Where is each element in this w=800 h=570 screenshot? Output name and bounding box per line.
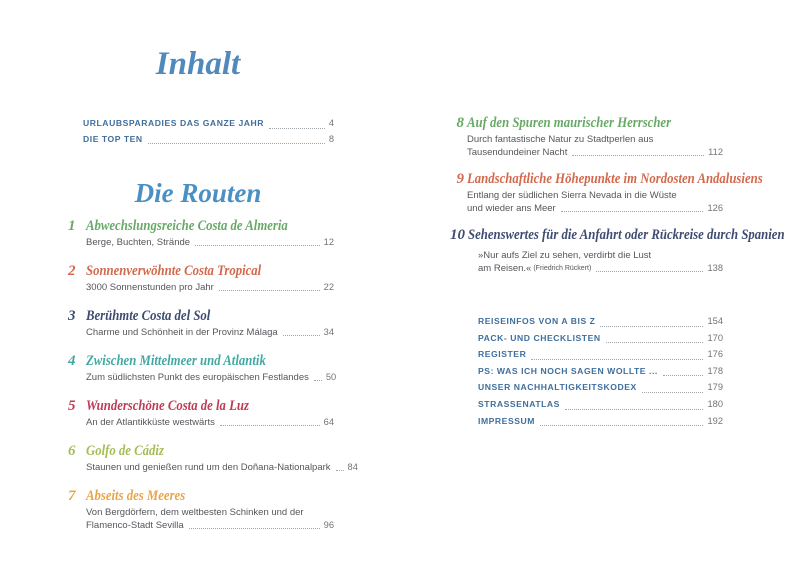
toc-row (478, 330, 723, 347)
route-subtitle-row (86, 281, 334, 294)
route-page-number: 138 (707, 263, 723, 273)
leader-dots (148, 143, 325, 144)
route-subtitle-row (86, 461, 358, 474)
toc-label: IMPRESSUM (478, 415, 535, 426)
route-item (450, 115, 723, 159)
leader-dots (283, 335, 320, 336)
leader-dots (596, 271, 703, 272)
toc-label: REGISTER (478, 349, 527, 360)
toc-label: STRASSENATLAS (478, 398, 560, 409)
route-number: 6 (68, 443, 76, 459)
route-number: 7 (68, 488, 76, 504)
leader-dots (195, 245, 320, 246)
toc-page-number: 8 (328, 133, 334, 144)
route-item (62, 443, 358, 474)
leader-dots (531, 359, 703, 360)
route-title: Abwechslungsreiche Costa de Almeria (86, 218, 288, 234)
route-item (62, 218, 334, 249)
left-page-column (62, 0, 358, 546)
route-subtitle-row (467, 146, 723, 159)
route-quote: am Reisen.« (478, 263, 532, 274)
leader-dots (189, 528, 320, 529)
route-item (62, 308, 334, 339)
route-item (62, 263, 334, 294)
route-item (450, 171, 763, 215)
quote-attribution: (Friedrich Rückert) (533, 265, 592, 272)
routes-heading: Die Routen (134, 178, 262, 208)
toc-label: PS: WAS ICH NOCH SAGEN WOLLTE ... (478, 365, 658, 376)
toc-label: REISEINFOS VON A BIS Z (478, 316, 596, 326)
route-number: 5 (68, 398, 76, 414)
front-toc (62, 116, 334, 147)
leader-dots (606, 342, 704, 343)
toc-page-number: 176 (707, 349, 723, 360)
route-subtitle: Berge, Buchten, Strände (86, 237, 191, 248)
toc-page-number: 180 (707, 398, 723, 409)
route-subtitle: 3000 Sonnenstunden pro Jahr (86, 282, 214, 293)
route-title: Sehenswertes für die Anfahrt oder Rückreise durch Spanien (468, 227, 785, 243)
route-title: Wunderschöne Costa de la Luz (86, 398, 249, 414)
leader-dots (336, 470, 344, 471)
toc-label: UNSER NACHHALTIGKEITSKODEX (478, 382, 637, 393)
route-subtitle: Staunen und genießen rund um den Doñana-Nationalpark (86, 462, 331, 473)
route-page-number: 64 (323, 417, 334, 427)
route-subtitle: Durch fantastische Natur zu Stadtperlen aus (467, 134, 654, 145)
route-number: 1 (68, 218, 76, 234)
route-title: Zwischen Mittelmeer und Atlantik (86, 353, 266, 369)
route-page-number: 12 (323, 237, 334, 247)
route-subtitle: Tausendundeiner Nacht (467, 147, 568, 158)
toc-page-number: 192 (707, 415, 723, 426)
route-number: 3 (68, 308, 76, 324)
toc-page-number: 4 (328, 118, 334, 128)
route-number: 2 (68, 263, 76, 279)
toc-row (478, 379, 723, 396)
toc-page-number: 170 (707, 332, 723, 343)
route-title: Berühmte Costa del Sol (86, 308, 211, 324)
route-page-number: 50 (325, 372, 337, 382)
routes-list-left (62, 218, 358, 532)
leader-dots (572, 155, 704, 156)
toc-page-number: 178 (707, 365, 723, 376)
route-subtitle: und wieder ans Meer (467, 203, 556, 214)
toc-page-number: 179 (707, 382, 723, 393)
route-subtitle-row (86, 236, 334, 249)
route-page-number: 126 (707, 203, 723, 213)
route-title: Golfo de Cádiz (86, 443, 164, 459)
page-title: Inhalt (155, 46, 241, 82)
route-page-number: 84 (347, 462, 358, 472)
route-title: Auf den Spuren maurischer Herrscher (467, 115, 672, 131)
toc-row (478, 313, 723, 330)
toc-row (478, 396, 723, 413)
leader-dots (269, 128, 325, 129)
leader-dots (314, 380, 322, 381)
leader-dots (565, 409, 704, 410)
toc-row (478, 413, 723, 430)
route-quote: »Nur aufs Ziel zu sehen, verdirbt die Lust (478, 250, 652, 261)
route-subtitle: Charme und Schönheit in der Provinz Málaga (86, 327, 278, 338)
toc-row (478, 346, 723, 363)
route-number: 9 (456, 171, 464, 187)
back-toc (450, 313, 723, 429)
route-number: 10 (450, 227, 465, 243)
route-title: Abseits des Meeres (86, 488, 186, 504)
route-quote-row (468, 262, 723, 275)
route-item (62, 488, 334, 532)
leader-dots (600, 326, 703, 327)
route-subtitle-row (86, 519, 334, 532)
leader-dots (642, 392, 704, 393)
toc-label: PACK- UND CHECKLISTEN (478, 332, 601, 343)
route-page-number: 34 (323, 327, 334, 337)
toc-row (83, 116, 334, 132)
toc-row (83, 132, 334, 148)
leader-dots (663, 375, 704, 376)
leader-dots (220, 425, 320, 426)
route-subtitle-row (467, 202, 723, 215)
route-subtitle-row (86, 416, 334, 429)
route-title: Sonnenverwöhnte Costa Tropical (86, 263, 262, 279)
routes-list-right (450, 115, 785, 275)
route-subtitle-row (86, 326, 334, 339)
right-page-column (450, 0, 785, 429)
leader-dots (540, 425, 703, 426)
route-item (450, 227, 785, 275)
route-item (62, 353, 337, 384)
route-page-number: 22 (323, 282, 334, 292)
route-page-number: 96 (323, 520, 334, 530)
route-subtitle: Flamenco-Stadt Sevilla (86, 520, 184, 531)
route-page-number: 112 (708, 147, 723, 157)
route-item (62, 398, 334, 429)
route-subtitle: Von Bergdörfern, dem weltbesten Schinken und der (86, 507, 304, 518)
toc-row (478, 363, 723, 380)
route-title: Landschaftliche Höhepunkte im Nordosten Andalusiens (467, 171, 763, 187)
route-subtitle: Entlang der südlichen Sierra Nevada in die Wüste (467, 190, 677, 201)
toc-label: DIE TOP TEN (83, 133, 143, 144)
toc-page-number: 154 (707, 316, 723, 326)
route-number: 8 (456, 115, 464, 131)
route-subtitle: An der Atlantikküste westwärts (86, 417, 215, 428)
route-subtitle: Zum südlichsten Punkt des europäischen Festlandes (86, 372, 309, 383)
route-subtitle-row (86, 371, 337, 384)
route-number: 4 (68, 353, 76, 369)
leader-dots (561, 211, 704, 212)
toc-label: URLAUBSPARADIES DAS GANZE JAHR (83, 118, 265, 128)
leader-dots (219, 290, 320, 291)
